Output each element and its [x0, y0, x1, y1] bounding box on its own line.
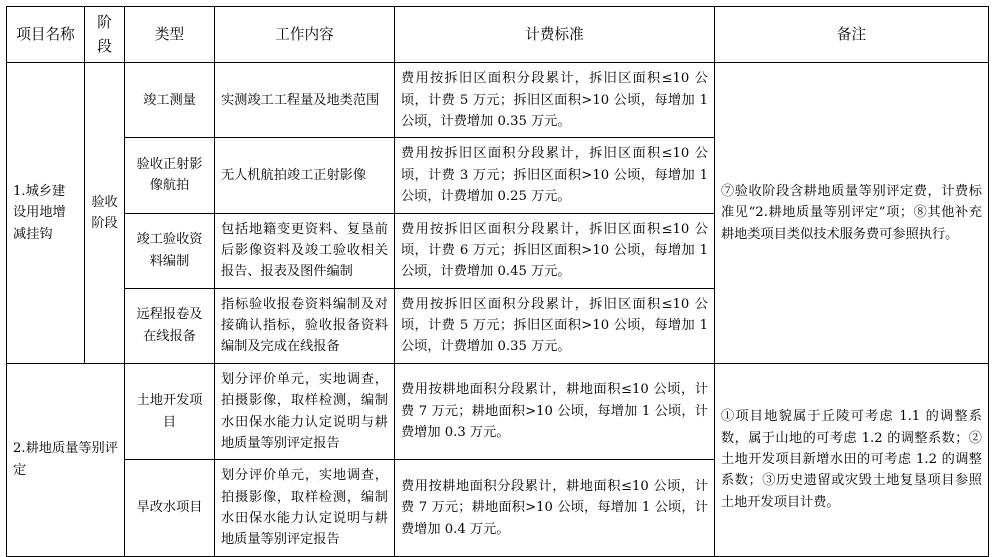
fee-standard-cell: 费用按耕地面积分段累计，耕地面积≤10 公顷，计费 7 万元；耕地面积>10 公顷，每增加 1 公顷，计费增加 0.4 万元。	[395, 460, 715, 557]
work-content-cell: 包括地籍变更资料、复垦前后影像资料及竣工验收相关报告、报表及图件编制	[215, 213, 395, 288]
column-header-stage: 阶段	[85, 7, 125, 63]
work-content-cell: 划分评价单元，实地调查，拍摄影像，取样检测，编制水田保水能力认定说明与耕地质量等别评定报告	[215, 363, 395, 460]
fee-standard-table	[6, 6, 989, 557]
fee-standard-cell: 费用按拆旧区面积分段累计，拆旧区面积≤10 公顷，计费 5 万元；拆旧区面积>10 公顷，每增加 1 公顷，计费增加 0.35 万元。	[395, 288, 715, 363]
table-row	[7, 63, 989, 138]
column-header-work-content: 工作内容	[215, 7, 395, 63]
type-cell: 验收正射影像航拍	[125, 138, 215, 213]
fee-standard-cell: 费用按拆旧区面积分段累计，拆旧区面积≤10 公顷，计费 6 万元；拆旧区面积>10 公顷，每增加 1 公顷，计费增加 0.45 万元。	[395, 213, 715, 288]
work-content-cell: 实测竣工工程量及地类范围	[215, 63, 395, 138]
fee-standard-cell: 费用按拆旧区面积分段累计，拆旧区面积≤10 公顷，计费 3 万元；拆旧区面积>10 公顷，每增加 1 公顷，计费增加 0.25 万元。	[395, 138, 715, 213]
table-header-row	[7, 7, 989, 63]
type-cell: 竣工验收资料编制	[125, 213, 215, 288]
type-cell: 土地开发项目	[125, 363, 215, 460]
type-cell: 旱改水项目	[125, 460, 215, 557]
project-name-cell: 2.耕地质量等别评定	[7, 363, 125, 556]
column-header-project-name: 项目名称	[7, 7, 85, 63]
remark-cell: ①项目地貌属于丘陵可考虑 1.1 的调整系数，属于山地的可考虑 1.2 的调整系数；②土地开发项目新增水田的可考虑 1.2 的调整系数；③历史遗留或灾毁土地复垦项目参照土地开发项目计费。	[715, 363, 989, 556]
work-content-cell: 指标验收报卷资料编制及对接确认指标，验收报备资料编制及完成在线报备	[215, 288, 395, 363]
column-header-fee-standard: 计费标准	[395, 7, 715, 63]
column-header-remark: 备注	[715, 7, 989, 63]
type-cell: 竣工测量	[125, 63, 215, 138]
fee-standard-cell: 费用按拆旧区面积分段累计，拆旧区面积≤10 公顷，计费 5 万元；拆旧区面积>10 公顷，每增加 1 公顷，计费增加 0.35 万元。	[395, 63, 715, 138]
work-content-cell: 无人机航拍竣工正射影像	[215, 138, 395, 213]
fee-standard-cell: 费用按耕地面积分段累计，耕地面积≤10 公顷，计费 7 万元；耕地面积>10 公顷，每增加 1 公顷，计费增加 0.3 万元。	[395, 363, 715, 460]
column-header-type: 类型	[125, 7, 215, 63]
table-row	[7, 363, 989, 460]
remark-cell: ⑦验收阶段含耕地质量等别评定费，计费标准见“2.耕地质量等别评定”项；⑧其他补充耕地类项目类似技术服务费可参照执行。	[715, 63, 989, 364]
type-cell: 远程报卷及在线报备	[125, 288, 215, 363]
project-name-cell: 1.城乡建设用地增减挂钩	[7, 63, 85, 364]
work-content-cell: 划分评价单元，实地调查，拍摄影像，取样检测，编制水田保水能力认定说明与耕地质量等别评定报告	[215, 460, 395, 557]
stage-cell: 验收阶段	[85, 63, 125, 364]
